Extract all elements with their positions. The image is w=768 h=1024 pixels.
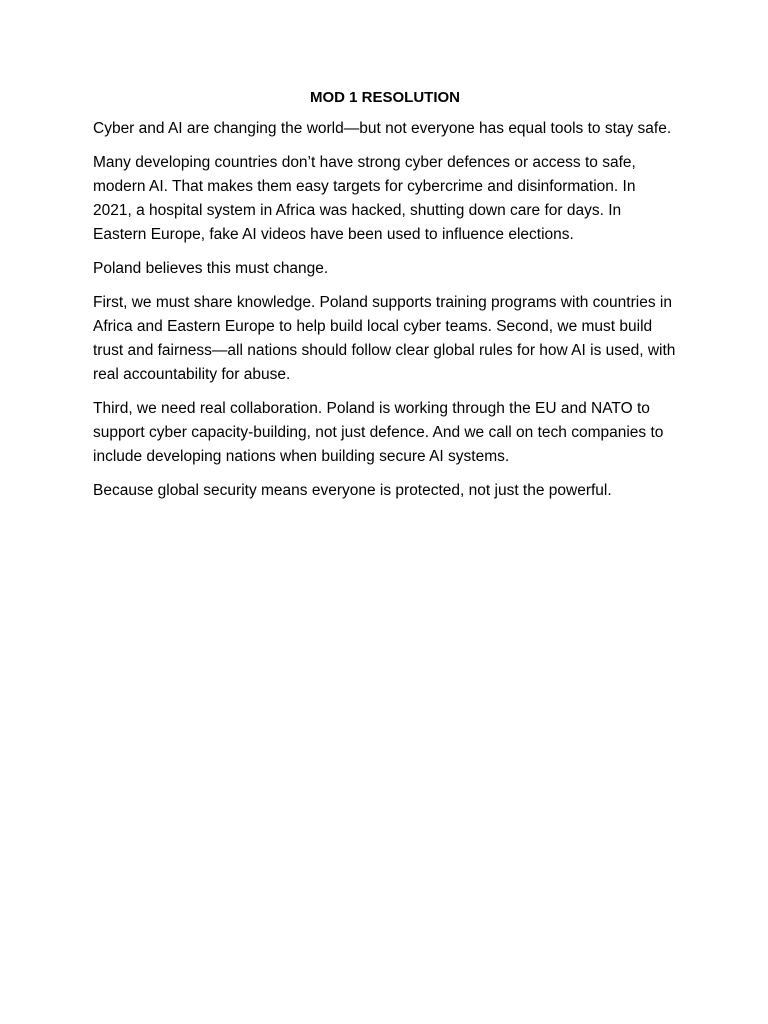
document-paragraph-intro: Cyber and AI are changing the world—but not everyone has equal tools to stay safe. [93,120,672,137]
document-body [93,88,677,513]
document-paragraph-conclusion: Because global security means everyone is protected, not just the powerful. [93,482,612,499]
document-title: MOD 1 RESOLUTION [309,89,460,106]
document-paragraph-collaboration: Third, we need real collaboration. Poland is working through the EU and NATO to support cyber capacity-building, not just defence. And we call on tech companies to include developing nations when building secure AI systems. [93,400,664,465]
document-paragraph-problem: Many developing countries don’t have strong cyber defences or access to safe, modern AI. That makes them easy targets for cybercrime and disinformation. In 2021, a hospital system in Africa was hacked, shutting down care for days. In Eastern Europe, fake AI videos have been used to influence elections. [93,154,636,243]
document-paragraph-position: Poland believes this must change. [93,260,329,277]
document-paragraph-proposals: First, we must share knowledge. Poland supports training programs with countries in Africa and Eastern Europe to help build local cyber teams. Second, we must build trust and fairness—all nations should follow clear global rules for how AI is used, with real accountability for abuse. [93,294,676,383]
